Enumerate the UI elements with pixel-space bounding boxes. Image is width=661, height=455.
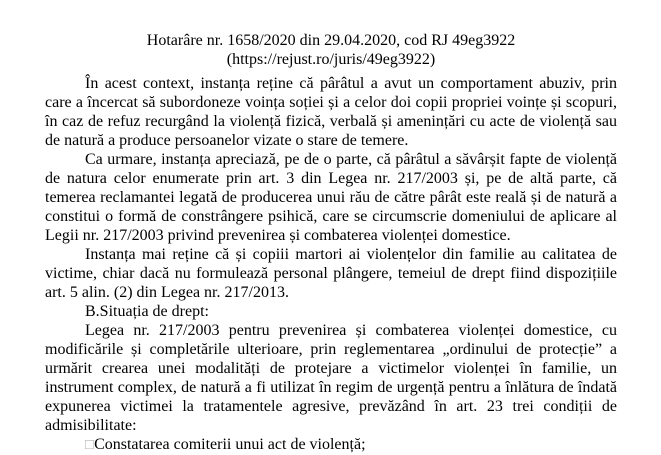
section-heading-situatia-de-drept [45,302,617,321]
paragraph-abusive-behavior [45,74,617,150]
paragraph-child-witnesses [45,245,617,302]
paragraph-text: Instanța mai reține că și copiii martori ai violențelor din familie au calitatea de victime, chiar dacă nu formulează personal plângere, temeiul de drept fiind dispozițiile art. 5 alin. (2) din Legea nr. 217/2013. [45,246,617,301]
document-header [45,31,617,69]
paragraph-condition-item [45,435,617,455]
paragraph-text: B.Situația de drept: [85,303,209,320]
paragraph-text: Ca urmare, instanța apreciază, pe de o parte, că pârâtul a săvârșit fapte de violență de natura celor enumerate prin art. 3 din Legea nr. 217/2003 și, pe de altă parte, că temerea reclamantei legată de producerea unui rău de către pârât este reală și de natură a constitui o formă de constrângere psihică, care se circumscrie domeniului de aplicare al Legii nr. 217/2003 privind prevenirea și combaterea violenței domestice. [45,151,617,244]
checkbox-icon: □ [85,437,95,453]
paragraph-court-assessment [45,150,617,245]
paragraph-text: Legea nr. 217/2003 pentru prevenirea și combaterea violenței domestice, cu modificările și completările ulterioare, prin reglementarea „ordinului de protecție” a urmărit crearea unei modalități de protejare a victimelor violenței în familie, un instrument complex, de natură a fi utilizat în regim de urgență pentru a înlătura de îndată expunerea victimei la tratamentele agresive, prevăzând în art. 23 trei condiții de admisibilitate: [45,322,617,434]
paragraph-text: În acest context, instanța reține că pârâtul a avut un comportament abuziv, prin care a încercat să subordoneze voința soției și a celor doi copii propriei voințe și scopuri, în caz de refuz recurgând la violență fizică, verbală și amenințări cu acte de violență sau de natură a produce persoanelor vizate o stare de temere. [45,75,617,149]
paragraph-law-217-2003 [45,321,617,435]
page-title: Hotarâre nr. 1658/2020 din 29.04.2020, cod RJ 49eg3922 [146,32,516,49]
paragraph-text: Constatarea comiterii unui act de violență; [94,436,366,453]
document-url: (https://rejust.ro/juris/49eg3922) [226,51,436,68]
document-body [45,74,617,455]
